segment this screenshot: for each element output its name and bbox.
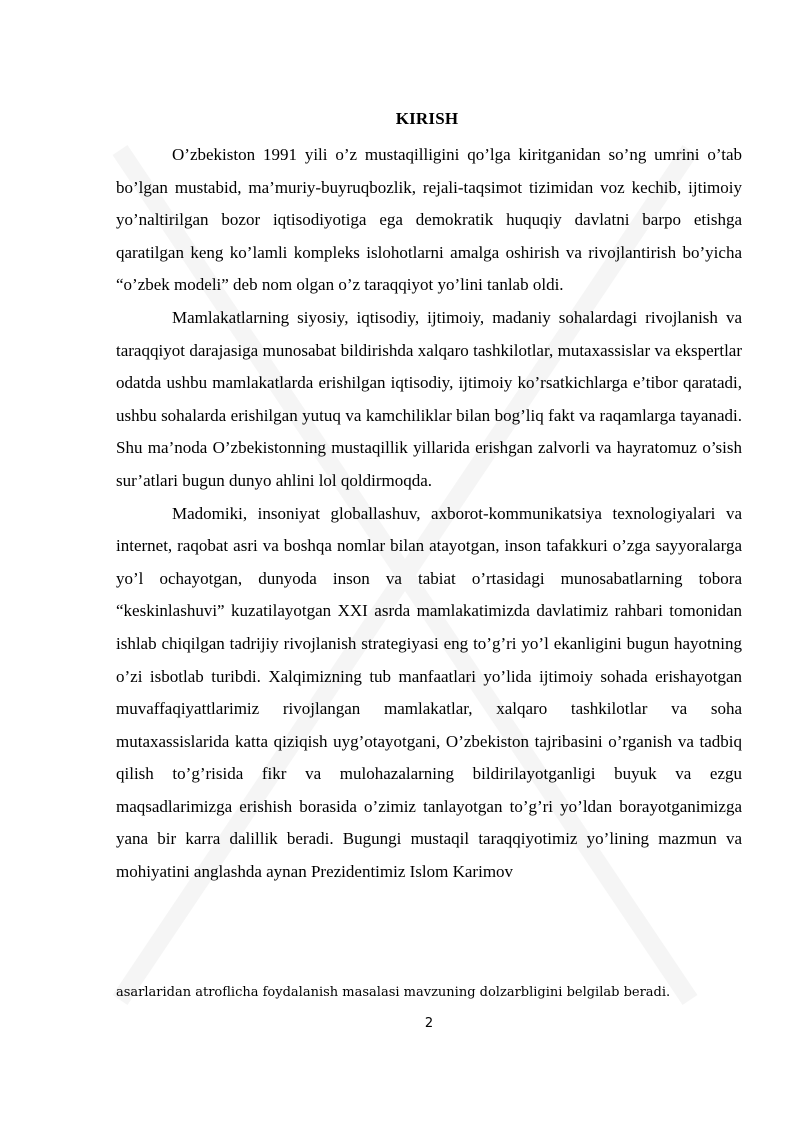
paragraph-1: O’zbekiston 1991 yili o’z mustaqilligini qo’lga kiritganidan so’ng umrini o’tab bo’lgan mustabid, ma’muriy-buyruqbozlik, rejali-taqsimot tizimidan voz kechib, ijtimoiy yo’naltirilgan bozor iqtisodiyotiga ega demokratik huquqiy davlatni barpo etishga qaratilgan keng ko’lamli kompleks islohotlarni amalga oshirish va rivojlantirish bo’yicha “o’zbek modeli” deb nom olgan o’z taraqqiyot yo’lini tanlab oldi. — [116, 145, 742, 295]
paragraph-2: Mamlakatlarning siyosiy, iqtisodiy, ijtimoiy, madaniy sohalardagi rivojlanish va taraqqiyot darajasiga munosabat bildirishda xalqaro tashkilotlar, mutaxassislar va ekspertlar odatda ushbu mamlakatlarda erishilgan iqtisodiy, ijtimoiy ko’rsatkichlarga e’tibor qaratadi, ushbu sohalarda erishilgan yutuq va kamchiliklar bilan bog’liq fakt va raqamlarga tayanadi. Shu ma’noda O’zbekistonning mustaqillik yillarida erishgan zalvorli va hayratomuz o’sish sur’atlari bugun dunyo ahlini lol qoldirmoqda. — [116, 307, 742, 490]
page-title: KIRISH — [395, 109, 459, 128]
paragraph-tail-line: asarlaridan atroflicha foydalanish masalasi mavzuning dolzarbligini belgilab beradi. — [116, 985, 671, 1000]
document-body — [116, 139, 742, 889]
paragraph-3: Madomiki, insoniyat globallashuv, axborot-kommunikatsiya texnologiyalari va internet, raqobat asri va boshqa nomlar bilan atayotgan, inson tafakkuri o’zga sayyoralarga yo’l ochayotgan, dunyoda inson va tabiat o’rtasidagi munosabatlarning tobora “keskinlashuvi” kuzatilayotgan XXI asrda mamlakatimizda davlatimiz rahbari tomonidan ishlab chiqilgan tadrijiy rivojlanish strategiyasi eng to’g’ri yo’l ekanligini bugun hayotning o’zi isbotlab turibdi. Xalqimizning tub manfaatlari yo’lida ijtimoiy sohada erishayotgan muvaffaqiyattlarimiz rivojlangan mamlakatlar, xalqaro tashkilotlar va soha mutaxassislarida katta qiziqish uyg’otayotgani, O’zbekiston tajribasini o’rganish va tadbiq qilish to’g’risida fikr va mulohazalarning bildirilayotganligi buyuk va ezgu maqsadlarimizga erishish borasida o’zimiz tanlayotgan to’g’ri yo’ldan borayotganimizga yana bir karra dalillik beradi. Bugungi mustaqil taraqqiyotimiz yo’lining mazmun va mohiyatini anglashda aynan Prezidentimiz Islom Karimov — [116, 503, 742, 882]
page-number: 2 — [424, 1016, 434, 1031]
